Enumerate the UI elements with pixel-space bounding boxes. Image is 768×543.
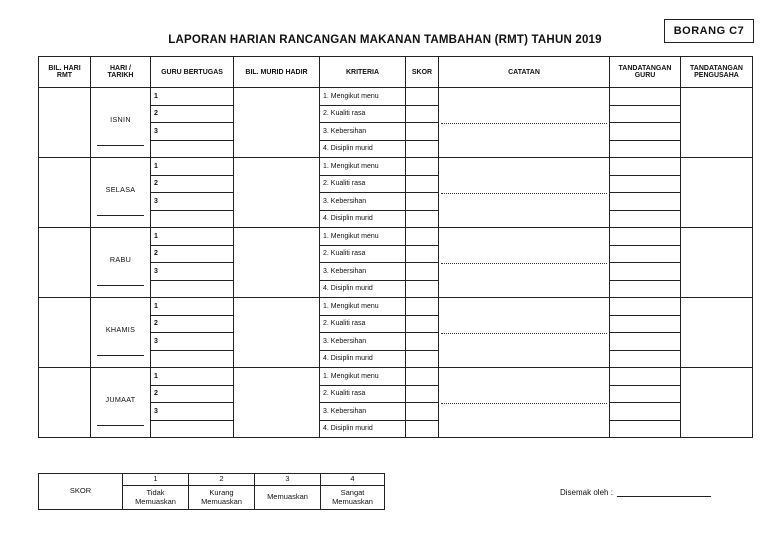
kriteria-cell: 3. Kebersihan (320, 333, 406, 351)
tandatangan-guru-cell[interactable] (610, 368, 681, 386)
guru-bertugas-cell[interactable]: 3 (151, 193, 234, 211)
score-description: Tidak Memuaskan (123, 486, 189, 510)
kriteria-cell: 1. Mengikut menu (320, 88, 406, 106)
kriteria-cell: 2. Kualiti rasa (320, 245, 406, 263)
score-number: 1 (123, 474, 189, 486)
tandatangan-guru-cell[interactable] (610, 298, 681, 316)
guru-bertugas-cell[interactable]: 3 (151, 333, 234, 351)
guru-bertugas-cell[interactable]: 1 (151, 368, 234, 386)
table-row (39, 158, 753, 176)
skor-cell[interactable] (406, 315, 439, 333)
bil-hari-cell[interactable] (39, 228, 91, 298)
skor-cell[interactable] (406, 228, 439, 246)
kriteria-cell: 4. Disiplin murid (320, 280, 406, 298)
header-catatan: CATATAN (439, 57, 610, 88)
kriteria-cell: 3. Kebersihan (320, 263, 406, 281)
murid-hadir-cell[interactable] (234, 228, 320, 298)
form-code: BORANG C7 (673, 25, 745, 37)
header-guru-bertugas: GURU BERTUGAS (151, 57, 234, 88)
header-kriteria: KRITERIA (320, 57, 406, 88)
guru-bertugas-cell[interactable] (151, 210, 234, 228)
skor-cell[interactable] (406, 88, 439, 106)
skor-cell[interactable] (406, 350, 439, 368)
skor-cell[interactable] (406, 105, 439, 123)
skor-cell[interactable] (406, 280, 439, 298)
guru-bertugas-cell[interactable]: 2 (151, 175, 234, 193)
score-legend-label: SKOR (39, 474, 123, 510)
tandatangan-guru-cell[interactable] (610, 403, 681, 421)
dotted-line (441, 193, 607, 194)
header-tandatangan-guru: TANDATANGAN GURU (610, 57, 681, 88)
tandatangan-guru-cell[interactable] (610, 88, 681, 106)
tandatangan-guru-cell[interactable] (610, 350, 681, 368)
bil-hari-cell[interactable] (39, 368, 91, 438)
catatan-cell[interactable] (439, 298, 610, 368)
guru-bertugas-cell[interactable]: 1 (151, 88, 234, 106)
dotted-line (441, 123, 607, 124)
score-description: Kurang Memuaskan (189, 486, 255, 510)
kriteria-cell: 1. Mengikut menu (320, 298, 406, 316)
score-number: 4 (321, 474, 385, 486)
date-line (97, 285, 144, 286)
form-code-box (664, 19, 754, 43)
murid-hadir-cell[interactable] (234, 158, 320, 228)
skor-cell[interactable] (406, 123, 439, 141)
table-header-row (39, 57, 753, 88)
score-description: Sangat Memuaskan (321, 486, 385, 510)
skor-cell[interactable] (406, 245, 439, 263)
day-name: ISNIN (110, 114, 131, 124)
tandatangan-guru-cell[interactable] (610, 140, 681, 158)
tandatangan-guru-cell[interactable] (610, 420, 681, 438)
skor-cell[interactable] (406, 298, 439, 316)
day-date-cell[interactable] (91, 88, 151, 158)
date-line (97, 425, 144, 426)
date-line (97, 145, 144, 146)
guru-bertugas-cell[interactable]: 1 (151, 228, 234, 246)
skor-cell[interactable] (406, 333, 439, 351)
date-line (97, 215, 144, 216)
header-bil-hari: BIL. HARI RMT (39, 57, 91, 88)
catatan-cell[interactable] (439, 228, 610, 298)
kriteria-cell: 1. Mengikut menu (320, 368, 406, 386)
header-murid-hadir: BIL. MURID HADIR (234, 57, 320, 88)
guru-bertugas-cell[interactable]: 3 (151, 123, 234, 141)
header-hari-tarikh: HARI / TARIKH (91, 57, 151, 88)
guru-bertugas-cell[interactable]: 2 (151, 385, 234, 403)
bil-hari-cell[interactable] (39, 158, 91, 228)
guru-bertugas-cell[interactable]: 2 (151, 245, 234, 263)
skor-cell[interactable] (406, 140, 439, 158)
kriteria-cell: 4. Disiplin murid (320, 420, 406, 438)
kriteria-cell: 1. Mengikut menu (320, 228, 406, 246)
skor-cell[interactable] (406, 158, 439, 176)
header-skor: SKOR (406, 57, 439, 88)
skor-cell[interactable] (406, 420, 439, 438)
tandatangan-guru-cell[interactable] (610, 385, 681, 403)
table-row (39, 88, 753, 106)
skor-cell[interactable] (406, 385, 439, 403)
table-row (39, 228, 753, 246)
day-name: RABU (109, 254, 132, 264)
tandatangan-guru-cell[interactable] (610, 210, 681, 228)
tandatangan-pengusaha-cell[interactable] (681, 298, 753, 368)
murid-hadir-cell[interactable] (234, 88, 320, 158)
skor-cell[interactable] (406, 263, 439, 281)
day-date-cell[interactable] (91, 368, 151, 438)
daily-report-table (38, 56, 753, 438)
score-description: Memuaskan (255, 486, 321, 510)
guru-bertugas-cell[interactable]: 1 (151, 298, 234, 316)
tandatangan-guru-cell[interactable] (610, 333, 681, 351)
table-row (39, 298, 753, 316)
date-line (97, 355, 144, 356)
guru-bertugas-cell[interactable]: 2 (151, 315, 234, 333)
reviewed-by (560, 488, 711, 497)
reviewed-by-label: Disemak oleh : (560, 488, 613, 497)
kriteria-cell: 3. Kebersihan (320, 193, 406, 211)
catatan-cell[interactable] (439, 88, 610, 158)
day-name: JUMAAT (105, 394, 136, 404)
guru-bertugas-cell[interactable] (151, 140, 234, 158)
kriteria-cell: 4. Disiplin murid (320, 210, 406, 228)
kriteria-cell: 2. Kualiti rasa (320, 385, 406, 403)
report-title: LAPORAN HARIAN RANCANGAN MAKANAN TAMBAHAN (RMT) TAHUN 2019 (168, 34, 602, 46)
day-date-cell[interactable] (91, 158, 151, 228)
dotted-line (441, 333, 607, 334)
header-tandatangan-pengusaha: TANDATANGAN PENGUSAHA (681, 57, 753, 88)
murid-hadir-cell[interactable] (234, 368, 320, 438)
guru-bertugas-cell[interactable]: 3 (151, 403, 234, 421)
catatan-cell[interactable] (439, 368, 610, 438)
kriteria-cell: 4. Disiplin murid (320, 140, 406, 158)
skor-cell[interactable] (406, 368, 439, 386)
tandatangan-pengusaha-cell[interactable] (681, 228, 753, 298)
skor-cell[interactable] (406, 403, 439, 421)
tandatangan-guru-cell[interactable] (610, 105, 681, 123)
bil-hari-cell[interactable] (39, 298, 91, 368)
kriteria-cell: 4. Disiplin murid (320, 350, 406, 368)
day-name: KHAMIS (105, 324, 136, 334)
guru-bertugas-cell[interactable]: 1 (151, 158, 234, 176)
skor-cell[interactable] (406, 175, 439, 193)
kriteria-cell: 3. Kebersihan (320, 123, 406, 141)
guru-bertugas-cell[interactable] (151, 420, 234, 438)
tandatangan-guru-cell[interactable] (610, 228, 681, 246)
guru-bertugas-cell[interactable] (151, 350, 234, 368)
kriteria-cell: 2. Kualiti rasa (320, 315, 406, 333)
tandatangan-guru-cell[interactable] (610, 263, 681, 281)
tandatangan-pengusaha-cell[interactable] (681, 368, 753, 438)
kriteria-cell: 2. Kualiti rasa (320, 105, 406, 123)
skor-cell[interactable] (406, 210, 439, 228)
tandatangan-guru-cell[interactable] (610, 315, 681, 333)
skor-cell[interactable] (406, 193, 439, 211)
reviewed-by-signature-line (617, 488, 711, 497)
tandatangan-guru-cell[interactable] (610, 175, 681, 193)
tandatangan-guru-cell[interactable] (610, 193, 681, 211)
tandatangan-guru-cell[interactable] (610, 245, 681, 263)
tandatangan-guru-cell[interactable] (610, 158, 681, 176)
day-date-cell[interactable] (91, 228, 151, 298)
kriteria-cell: 2. Kualiti rasa (320, 175, 406, 193)
score-number: 2 (189, 474, 255, 486)
tandatangan-pengusaha-cell[interactable] (681, 88, 753, 158)
table-row (39, 368, 753, 386)
guru-bertugas-cell[interactable] (151, 280, 234, 298)
murid-hadir-cell[interactable] (234, 298, 320, 368)
guru-bertugas-cell[interactable]: 2 (151, 105, 234, 123)
score-legend-table (38, 473, 385, 510)
catatan-cell[interactable] (439, 158, 610, 228)
dotted-line (441, 263, 607, 264)
guru-bertugas-cell[interactable]: 3 (151, 263, 234, 281)
bil-hari-cell[interactable] (39, 88, 91, 158)
kriteria-cell: 1. Mengikut menu (320, 158, 406, 176)
kriteria-cell: 3. Kebersihan (320, 403, 406, 421)
dotted-line (441, 403, 607, 404)
tandatangan-pengusaha-cell[interactable] (681, 158, 753, 228)
tandatangan-guru-cell[interactable] (610, 280, 681, 298)
tandatangan-guru-cell[interactable] (610, 123, 681, 141)
day-date-cell[interactable] (91, 298, 151, 368)
day-name: SELASA (105, 184, 136, 194)
score-number: 3 (255, 474, 321, 486)
